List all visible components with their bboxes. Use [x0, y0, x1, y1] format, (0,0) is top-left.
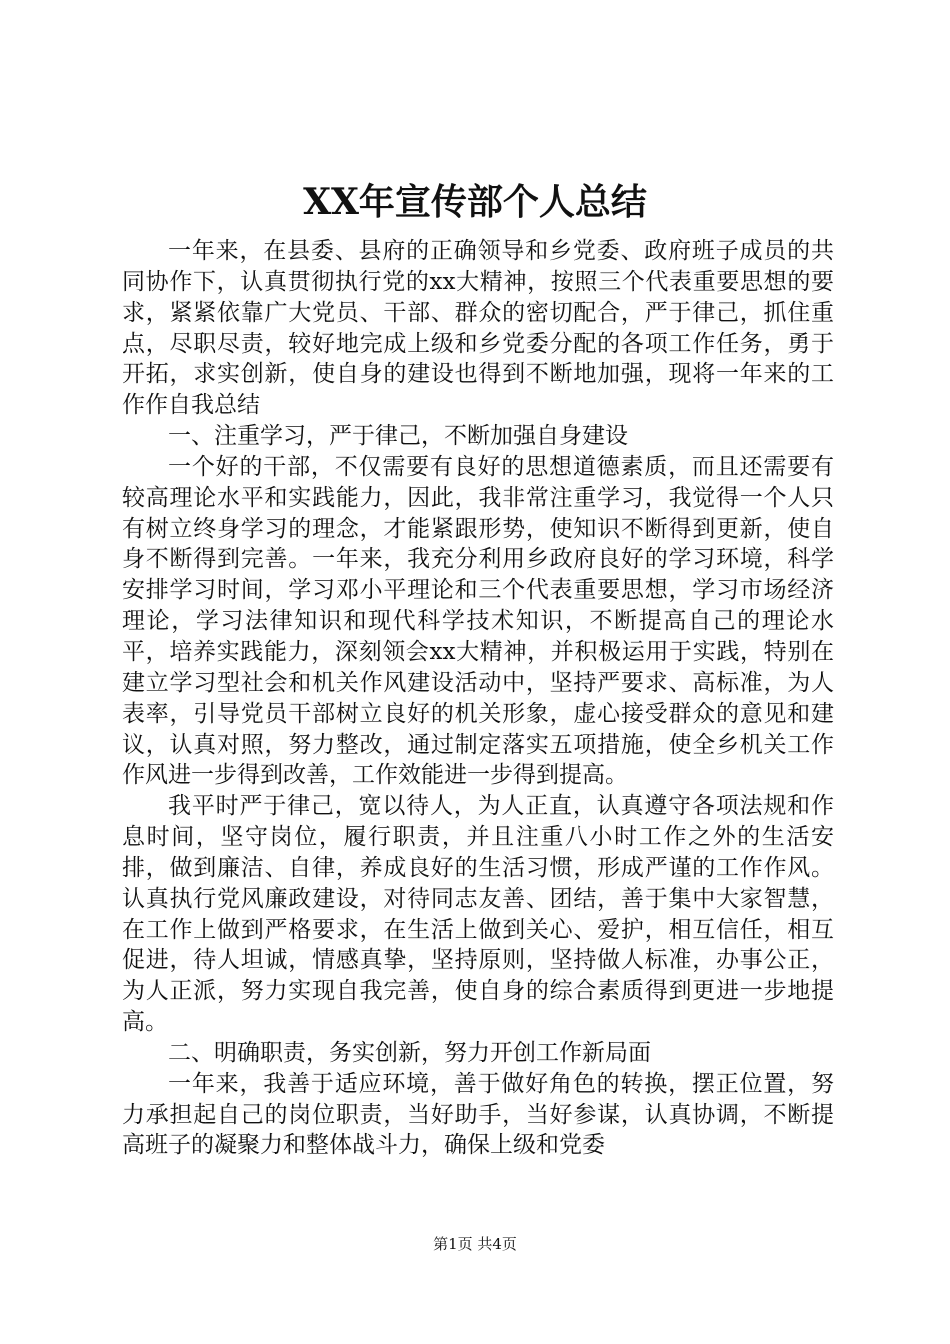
body-paragraph: 我平时严于律己，宽以待人，为人正直，认真遵守各项法规和作息时间，坚守岗位，履行职责，并且注重八小时工作之外的生活安排，做到廉洁、自律，养成良好的生活习惯，形成严谨的工作作风。认真执行党风廉政建设，对待同志友善、团结，善于集中大家智慧，在工作上做到严格要求，在生活上做到关心、爱护，相互信任，相互促进，待人坦诚，情感真挚，坚持原则，坚持做人标准，办事公正，为人正派，努力实现自我完善，使自身的综合素质得到更进一步地提高。 — [122, 793, 834, 1036]
section-heading-2: 二、明确职责，务实创新，努力开创工作新局面 — [168, 1039, 651, 1066]
document-title: XX年宣传部个人总结 — [303, 181, 647, 223]
intro-paragraph: 一年来，在县委、县府的正确领导和乡党委、政府班子成员的共同协作下，认真贯彻执行党的xx大精神，按照三个代表重要思想的要求，紧紧依靠广大党员、干部、群众的密切配合，严于律己，抓住重点，尽职尽责，较好地完成上级和乡党委分配的各项工作任务，勇于开拓，求实创新，使自身的建设也得到不断地加强，现将一年来的工作作自我总结 — [122, 238, 834, 419]
document-body — [122, 236, 834, 1161]
body-paragraph: 一年来，我善于适应环境，善于做好角色的转换，摆正位置，努力承担起自己的岗位职责，当好助手，当好参谋，认真协调，不断提高班子的凝聚力和整体战斗力，确保上级和党委 — [122, 1070, 834, 1159]
section-heading-1: 一、注重学习，严于律己，不断加强自身建设 — [168, 423, 628, 450]
page-number-footer: 第1页 共4页 — [433, 1235, 517, 1253]
body-paragraph: 一个好的干部，不仅需要有良好的思想道德素质，而且还需要有较高理论水平和实践能力，因此，我非常注重学习，我觉得一个人只有树立终身学习的理念，才能紧跟形势，使知识不断得到更新，使自身不断得到完善。一年来，我充分利用乡政府良好的学习环境，科学安排学习时间，学习邓小平理论和三个代表重要思想，学习市场经济理论，学习法律知识和现代科学技术知识，不断提高自己的理论水平，培养实践能力，深刻领会xx大精神，并积极运用于实践，特别在建立学习型社会和机关作风建设活动中，坚持严要求、高标准，为人表率，引导党员干部树立良好的机关形象，虚心接受群众的意见和建议，认真对照，努力整改，通过制定落实五项措施，使全乡机关工作作风进一步得到改善，工作效能进一步得到提高。 — [122, 453, 834, 789]
